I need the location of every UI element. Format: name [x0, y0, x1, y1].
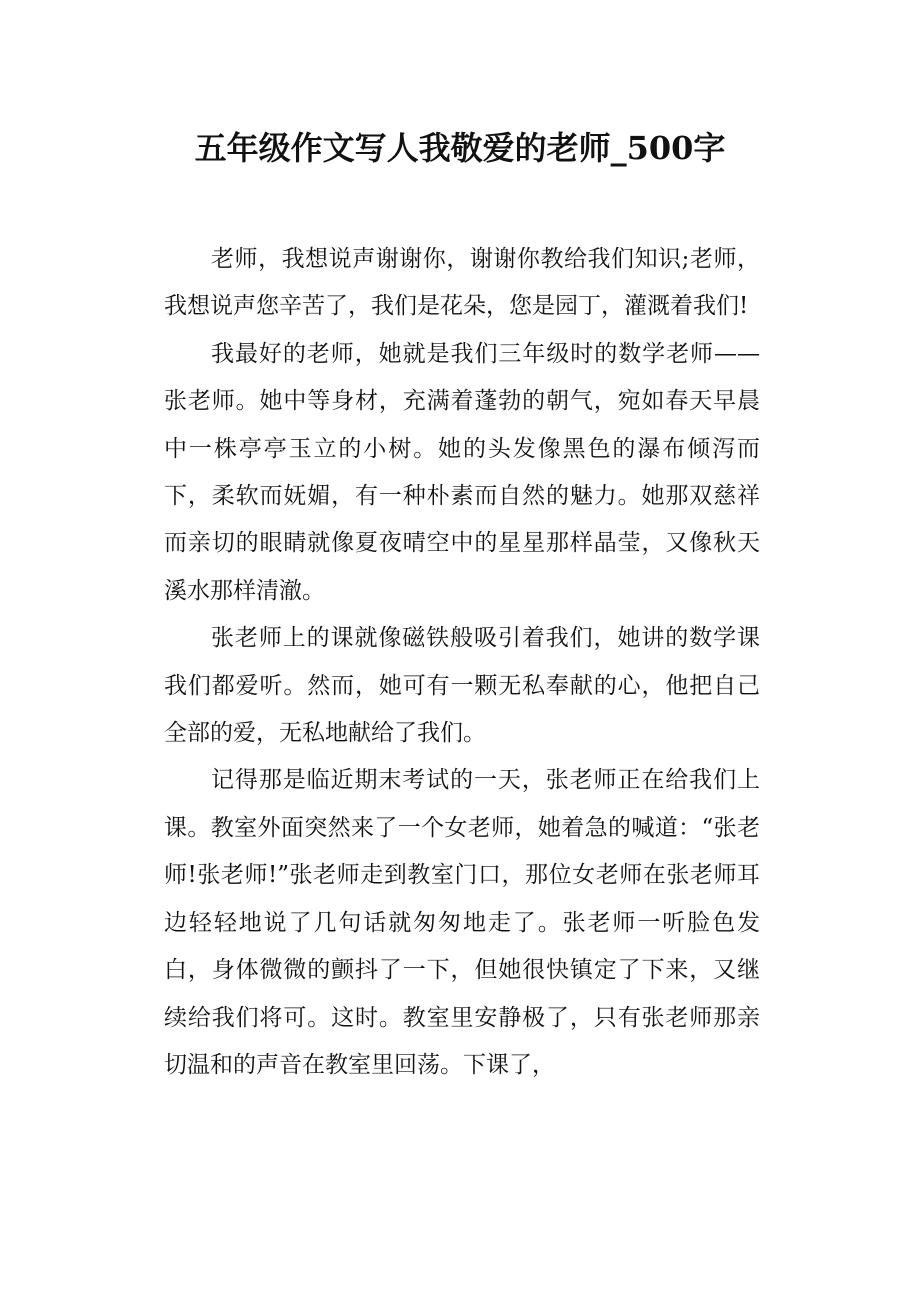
paragraph-1: 老师，我想说声谢谢你，谢谢你教给我们知识;老师，我想说声您辛苦了，我们是花朵，您是园丁，灌溉着我们!: [164, 246, 760, 320]
paragraph-2: 我最好的老师，她就是我们三年级时的数学老师——张老师。她中等身材，充满着蓬勃的朝气，宛如春天早晨中一株亭亭玉立的小树。她的头发像黑色的瀑布倾泻而下，柔软而妩媚，有一种朴素而自然的魅力。她那双慈祥而亲切的眼睛就像夏夜晴空中的星星那样晶莹，又像秋天溪水那样清澈。: [164, 340, 760, 604]
paragraph-3: 张老师上的课就像磁铁般吸引着我们，她讲的数学课我们都爱听。然而，她可有一颗无私奉献的心，他把自己全部的爱，无私地献给了我们。: [164, 625, 760, 747]
document-title: 五年级作文写人我敬爱的老师_500字: [194, 129, 726, 167]
document-body: [164, 236, 760, 1089]
paragraph-4: 记得那是临近期末考试的一天，张老师正在给我们上课。教室外面突然来了一个女老师，她着急的喊道：“张老师!张老师!”张老师走到教室门口，那位女老师在张老师耳边轻轻地说了几句话就匆匆地走了。张老师一听脸色发白，身体微微的颤抖了一下，但她很快镇定了下来，又继续给我们将可。这时。教室里安静极了，只有张老师那亲切温和的声音在教室里回荡。下课了，: [164, 767, 760, 1078]
